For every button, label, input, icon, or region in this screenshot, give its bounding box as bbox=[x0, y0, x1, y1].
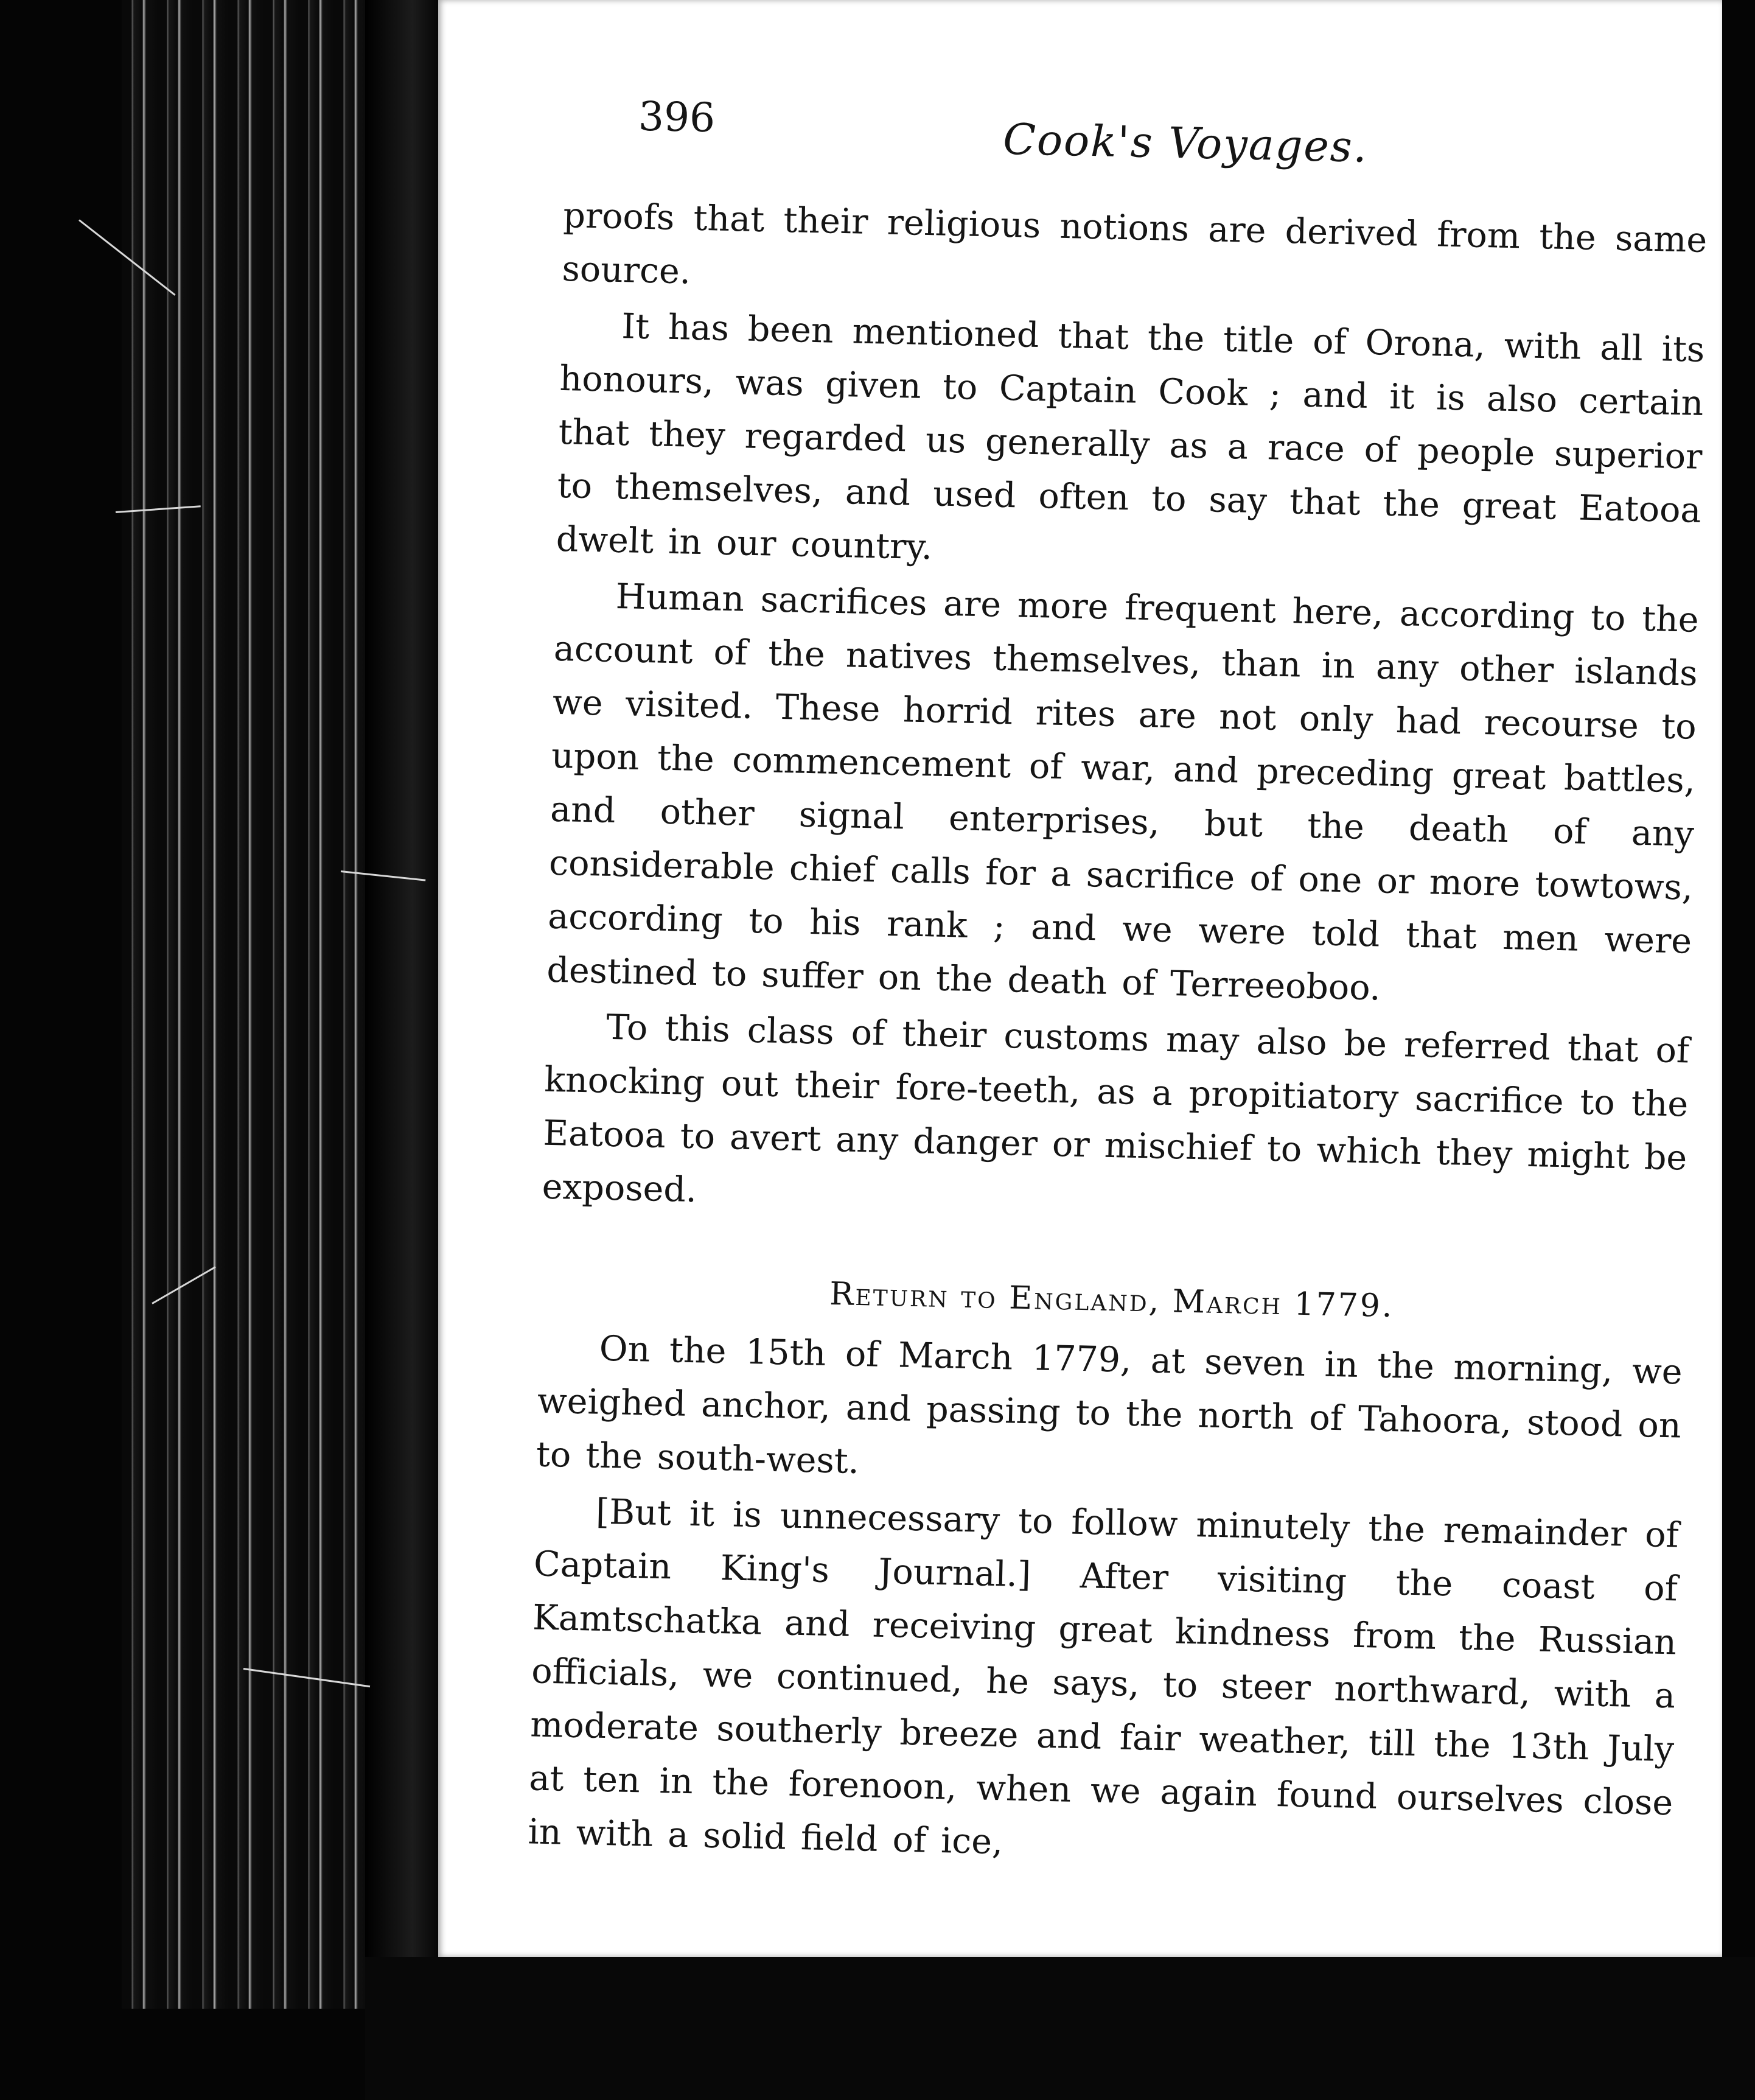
paragraph: On the 15th of March 1779, at seven in the morning, we weighed anchor, and passing to the north of Tahoora, stood on to the south-west. bbox=[536, 1328, 1683, 1482]
paragraph: It has been mentioned that the title of Orona, with all its honours, was given to Captain Cook ; and it is also certain that they regarded us generally as a race of people superior to themselves, and used often to say that the great Eatooa dwelt in our country. bbox=[556, 306, 1705, 568]
running-head: Cook's Voyages. bbox=[1002, 114, 1369, 172]
paragraph: proofs that their religious notions are derived from the same source. bbox=[561, 195, 1708, 292]
spine-shadow bbox=[365, 0, 444, 2009]
section-heading: Return to England, March 1779. bbox=[829, 1275, 1395, 1325]
paragraph: Human sacrifices are more frequent here, according to the account of the natives themselves, than in any other islands we visited. These horrid rites are not only had recourse to upon the commencement of war, and preceding great battles, and other signal enterprises, but the death of any considerable chief calls for a sacrifice of one or more towtows, according to his rank ; and we were told that men were destined to suffer on the death of Terreeoboo. bbox=[546, 576, 1700, 1009]
paragraph: [But it is unnecessary to follow minutely the remainder of Captain King's Journal.] After visiting the coast of Kamtschatka and receiving great kindness from the Russian officials, we continued, he says, to steer northward, with a moderate southerly breeze and fair weather, till the 13th July at ten in the forenoon, when we again found ourselves close in with a solid field of ice, bbox=[527, 1491, 1680, 1863]
page-number: 396 bbox=[638, 93, 716, 142]
bottom-edge bbox=[365, 1957, 1755, 2100]
paragraph: To this class of their customs may also be referred that of knocking out their fore-teeth, as a propitiatory sacrifice to the Eatooa to avert any danger or mischief to which they might be exposed. bbox=[542, 1007, 1690, 1211]
page-text bbox=[528, 91, 1710, 1886]
